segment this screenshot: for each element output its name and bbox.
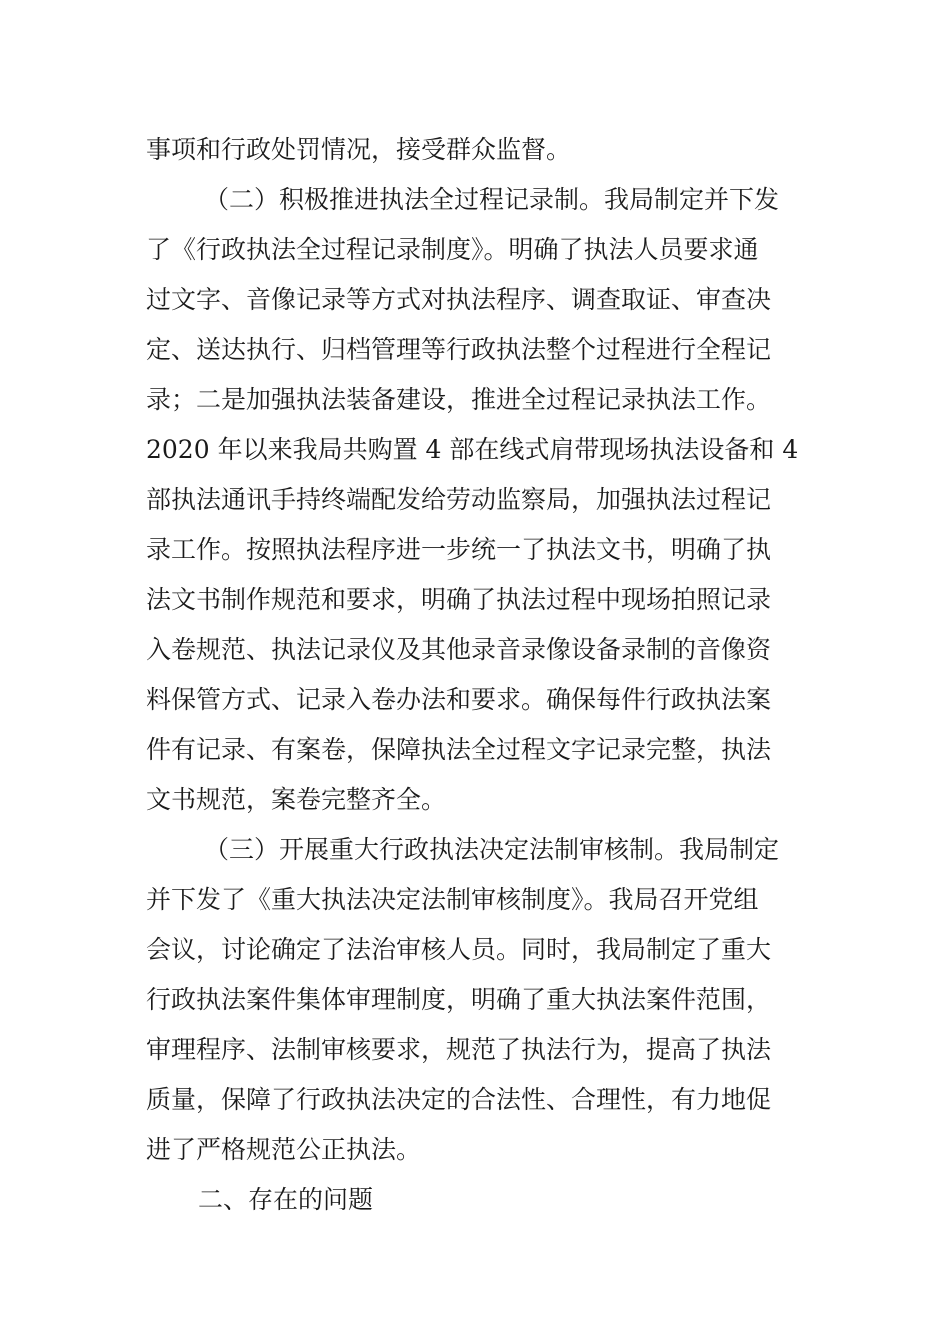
text-line: 事项和行政处罚情况，接受群众监督。 bbox=[146, 135, 572, 164]
text-line: 并下发了《重大执法决定法制审核制度》。我局召开党组 bbox=[146, 885, 759, 914]
section-heading-problems: 二、存在的问题 bbox=[198, 1185, 374, 1214]
text-line: 入卷规范、执法记录仪及其他录音录像设备录制的音像资 bbox=[146, 635, 772, 664]
text-line: 会议，讨论确定了法治审核人员。同时，我局制定了重大 bbox=[146, 935, 772, 964]
text-line: 部执法通讯手持终端配发给劳动监察局，加强执法过程记 bbox=[146, 485, 772, 514]
text-line: 料保管方式、记录入卷办法和要求。确保每件行政执法案 bbox=[146, 685, 772, 714]
section-3-title-line: （三）开展重大行政执法决定法制审核制。我局制定 bbox=[204, 835, 780, 864]
text-line: 质量，保障了行政执法决定的合法性、合理性，有力地促 bbox=[146, 1085, 772, 1114]
text-line: 录工作。按照执法程序进一步统一了执法文书，明确了执 bbox=[146, 535, 772, 564]
text-line: 了《行政执法全过程记录制度》。明确了执法人员要求通 bbox=[146, 235, 759, 264]
text-line: 件有记录、有案卷，保障执法全过程文字记录完整，执法 bbox=[146, 735, 772, 764]
section-2-title-line: （二）积极推进执法全过程记录制。我局制定并下发 bbox=[204, 185, 780, 214]
text-line: 定、送达执行、归档管理等行政执法整个过程进行全程记 bbox=[146, 335, 772, 364]
text-line: 法文书制作规范和要求，明确了执法过程中现场拍照记录 bbox=[146, 585, 772, 614]
text-line: 过文字、音像记录等方式对执法程序、调查取证、审查决 bbox=[146, 285, 772, 314]
text-line: 进了严格规范公正执法。 bbox=[146, 1135, 422, 1164]
text-line: 录；二是加强执法装备建设，推进全过程记录执法工作。 bbox=[146, 385, 772, 414]
text-line: 2020 年以来我局共购置 4 部在线式肩带现场执法设备和 4 bbox=[146, 435, 799, 464]
text-line: 审理程序、法制审核要求，规范了执法行为，提高了执法 bbox=[146, 1035, 772, 1064]
text-line: 文书规范，案卷完整齐全。 bbox=[146, 785, 447, 814]
text-line: 行政执法案件集体审理制度，明确了重大执法案件范围， bbox=[146, 985, 772, 1014]
